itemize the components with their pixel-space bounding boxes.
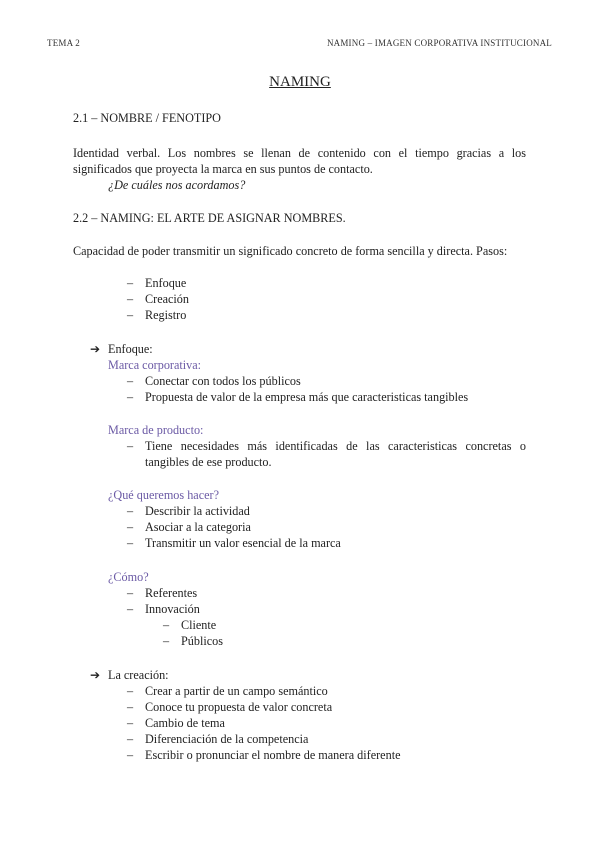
dash-bullet: – bbox=[127, 308, 134, 322]
dash-bullet: – bbox=[127, 520, 134, 534]
step-item: Creación bbox=[145, 292, 189, 306]
list-item: Transmitir un valor esencial de la marca bbox=[145, 536, 341, 550]
header-right: NAMING – IMAGEN CORPORATIVA INSTITUCIONAL bbox=[326, 38, 552, 48]
creacion-label: La creación: bbox=[108, 668, 169, 682]
list-item: Conectar con todos los públicos bbox=[145, 374, 301, 388]
page-title: NAMING bbox=[269, 74, 331, 90]
dash-bullet: – bbox=[127, 439, 134, 453]
list-item: Asociar a la categoria bbox=[145, 520, 251, 534]
list-item: Crear a partir de un campo semántico bbox=[145, 684, 328, 698]
section-heading-2-1: 2.1 – NOMBRE / FENOTIPO bbox=[73, 111, 221, 125]
section-question: ¿De cuáles nos acordamos? bbox=[108, 178, 246, 192]
como-label: ¿Cómo? bbox=[108, 570, 149, 584]
dash-bullet: – bbox=[127, 504, 134, 518]
dash-bullet: – bbox=[127, 732, 134, 746]
list-item: Cambio de tema bbox=[145, 716, 225, 730]
dash-bullet: – bbox=[127, 374, 134, 388]
arrow-bullet-icon: ➔ bbox=[90, 342, 101, 356]
arrow-bullet-icon: ➔ bbox=[90, 668, 101, 682]
list-item: Conoce tu propuesta de valor concreta bbox=[145, 700, 333, 714]
dash-bullet: – bbox=[127, 684, 134, 698]
dash-bullet: – bbox=[127, 536, 134, 550]
dash-bullet: – bbox=[127, 292, 134, 306]
dash-bullet: – bbox=[127, 602, 134, 616]
dash-bullet: – bbox=[127, 390, 134, 404]
sub-list-item: Cliente bbox=[181, 618, 217, 632]
header-left: TEMA 2 bbox=[47, 38, 80, 48]
list-item-line1: Tiene necesidades más identificadas de las caracteristicas concretas o bbox=[145, 439, 526, 453]
section-heading-2-2: 2.2 – NAMING: EL ARTE DE ASIGNAR NOMBRES. bbox=[73, 211, 346, 225]
step-item: Registro bbox=[145, 308, 187, 322]
list-item: Propuesta de valor de la empresa más que caracteristicas tangibles bbox=[145, 390, 469, 404]
marca-producto-label: Marca de producto: bbox=[108, 423, 204, 437]
dash-bullet: – bbox=[163, 618, 170, 632]
list-item: Diferenciación de la competencia bbox=[145, 732, 309, 746]
marca-corporativa-label: Marca corporativa: bbox=[108, 358, 202, 372]
list-item: Describir la actividad bbox=[145, 504, 250, 518]
sub-list-item: Públicos bbox=[181, 634, 223, 648]
que-hacer-label: ¿Qué queremos hacer? bbox=[108, 488, 219, 502]
dash-bullet: – bbox=[127, 586, 134, 600]
section-paragraph-2-1: Identidad verbal. Los nombres se llenan de contenido con el tiempo gracias a los significados que proyecta la marca en sus puntos de contacto. bbox=[73, 146, 526, 176]
dash-bullet: – bbox=[127, 748, 134, 762]
list-item: Escribir o pronunciar el nombre de manera diferente bbox=[145, 748, 401, 762]
section-paragraph-2-2: Capacidad de poder transmitir un significado concreto de forma sencilla y directa. Pasos: bbox=[73, 244, 508, 258]
dash-bullet: – bbox=[163, 634, 170, 648]
dash-bullet: – bbox=[127, 276, 134, 290]
dash-bullet: – bbox=[127, 700, 134, 714]
step-item: Enfoque bbox=[145, 276, 187, 290]
enfoque-label: Enfoque: bbox=[108, 342, 153, 356]
list-item: Referentes bbox=[145, 586, 198, 600]
dash-bullet: – bbox=[127, 716, 134, 730]
list-item-line2: tangibles de ese producto. bbox=[145, 455, 272, 469]
list-item: Innovación bbox=[145, 602, 200, 616]
